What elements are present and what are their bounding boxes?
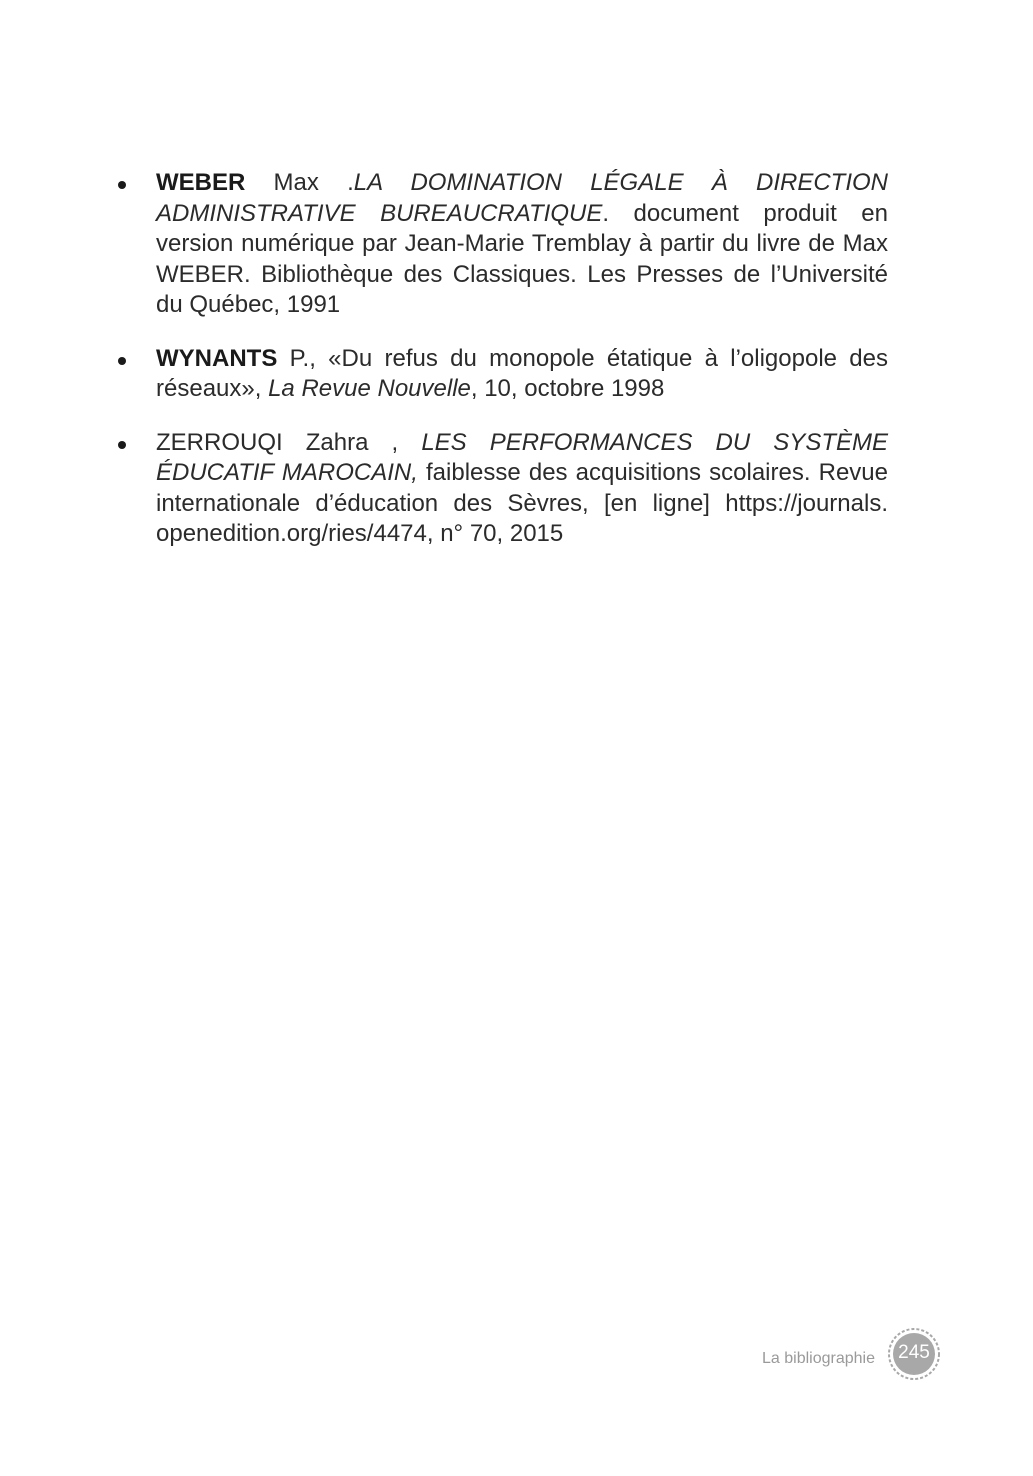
reference-item xyxy=(116,344,888,405)
reference-item xyxy=(116,168,888,321)
reference-title: LES PERFORMANCES DU SYSTÈME ÉDUCATIF MAROCAIN, xyxy=(156,428,888,486)
page-number: 245 xyxy=(898,1342,930,1363)
page-footer xyxy=(762,1326,941,1382)
reference-text: Max . xyxy=(245,169,354,196)
reference-title: LA DOMINATION LÉGALE À DIRECTION ADMINISTRATIVE BUREAUCRATIQUE xyxy=(156,169,888,227)
reference-details: . document produit en version numérique par Jean-Marie Tremblay à partir du livre de Max WEBER. Bibliothèque des Classiques. Les Presses de l’Université du Québec, 1991 xyxy=(156,199,888,318)
reference-details: , 10, octobre 1998 xyxy=(470,375,665,402)
reference-author: WYNANTS xyxy=(156,344,278,372)
reference-details: faiblesse des acquisitions scolaires. Revue internationale d’éducation des Sèvres, [en ligne] https://journals. openedition.org/ries/4474, n° 70, 2015 xyxy=(156,459,888,547)
reference-text: P., «Du refus du monopole étatique à l’oligopole des réseaux», xyxy=(156,344,888,402)
bibliography-list xyxy=(116,168,888,573)
reference-text: ZERROUQI Zahra , xyxy=(156,428,422,456)
page-number-badge xyxy=(887,1327,941,1381)
reference-item xyxy=(116,428,888,550)
section-name: La bibliographie xyxy=(762,1350,875,1367)
reference-title: La Revue Nouvelle xyxy=(268,375,471,402)
reference-author: WEBER xyxy=(156,169,246,196)
